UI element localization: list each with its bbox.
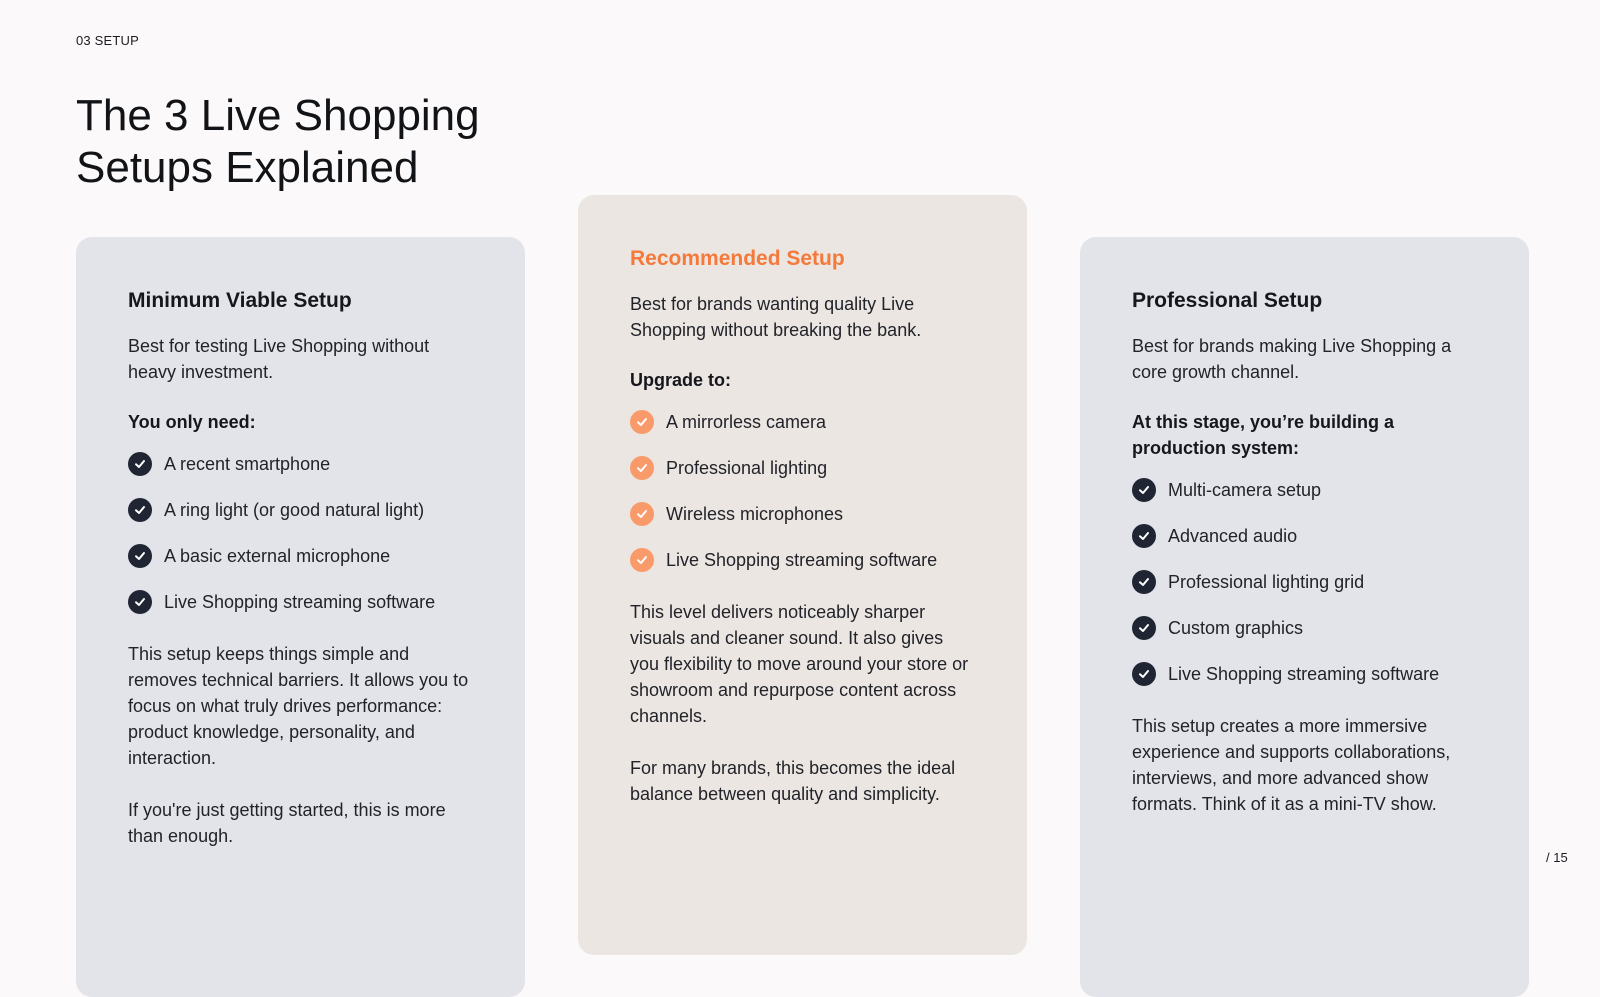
card-description: Best for testing Live Shopping without heavy investment. xyxy=(128,336,430,382)
card-description: Best for brands making Live Shopping a core growth channel. xyxy=(1132,336,1452,382)
page-title: The 3 Live Shopping Setups Explained xyxy=(76,91,480,192)
check-circle-icon xyxy=(630,502,654,526)
check-circle-icon xyxy=(1132,616,1156,640)
list-item-label: A ring light (or good natural light) xyxy=(164,499,425,520)
list-item-label: Live Shopping streaming software xyxy=(1168,663,1440,684)
list-item xyxy=(1132,467,1477,513)
card-lead: Upgrade to: xyxy=(630,370,731,390)
list-item-label: Live Shopping streaming software xyxy=(164,591,436,612)
list-item-label: A recent smartphone xyxy=(164,453,331,474)
check-circle-icon xyxy=(1132,524,1156,548)
list-item-label: Wireless microphones xyxy=(666,503,844,524)
list-item xyxy=(1132,559,1477,605)
check-circle-icon xyxy=(630,456,654,480)
list-item-label: Advanced audio xyxy=(1168,525,1298,546)
check-circle-icon xyxy=(1132,662,1156,686)
list-item-label: A mirrorless camera xyxy=(666,411,827,432)
card-professional-setup xyxy=(1080,237,1529,997)
page-number: / 15 xyxy=(1546,850,1568,865)
list-item xyxy=(630,445,975,491)
list-item xyxy=(630,491,975,537)
list-item-label: Professional lighting grid xyxy=(1168,571,1365,592)
section-label: 03 SETUP xyxy=(76,33,140,48)
check-circle-icon xyxy=(1132,478,1156,502)
card-body: For many brands, this becomes the ideal balance between quality and simplicity. xyxy=(630,758,956,804)
card-body: If you're just getting started, this is more than enough. xyxy=(128,800,446,846)
list-item xyxy=(630,399,975,445)
checklist xyxy=(128,441,473,625)
card-title: Recommended Setup xyxy=(630,247,845,270)
list-item-label: Multi-camera setup xyxy=(1168,479,1322,500)
check-circle-icon xyxy=(630,548,654,572)
list-item-label: Live Shopping streaming software xyxy=(666,549,938,570)
list-item-label: Custom graphics xyxy=(1168,617,1304,638)
check-circle-icon xyxy=(1132,570,1156,594)
card-lead: You only need: xyxy=(128,412,256,432)
list-item xyxy=(1132,605,1477,651)
checklist xyxy=(1132,467,1477,697)
card-lead: At this stage, you’re building a production system: xyxy=(1132,412,1395,458)
list-item xyxy=(128,441,473,487)
card-title: Professional Setup xyxy=(1132,289,1323,312)
checklist xyxy=(630,399,975,583)
check-circle-icon xyxy=(128,544,152,568)
card-body: This setup keeps things simple and removes technical barriers. It allows you to focus on what truly drives performance: product knowledge, personality, and interaction. xyxy=(128,644,469,768)
list-item xyxy=(1132,651,1477,697)
card-description: Best for brands wanting quality Live Shopping without breaking the bank. xyxy=(630,294,922,340)
check-circle-icon xyxy=(128,498,152,522)
card-body: This setup creates a more immersive experience and supports collaborations, interviews, and more advanced show formats. Think of it as a mini-TV show. xyxy=(1132,716,1451,814)
list-item xyxy=(128,533,473,579)
check-circle-icon xyxy=(128,590,152,614)
list-item xyxy=(630,537,975,583)
check-circle-icon xyxy=(630,410,654,434)
card-body: This level delivers noticeably sharper visuals and cleaner sound. It also gives you flexibility to move around your store or showroom and repurpose content across channels. xyxy=(630,602,969,726)
card-minimum-viable-setup xyxy=(76,237,525,997)
list-item xyxy=(1132,513,1477,559)
check-circle-icon xyxy=(128,452,152,476)
card-title: Minimum Viable Setup xyxy=(128,289,352,312)
list-item-label: Professional lighting xyxy=(666,457,828,478)
card-recommended-setup xyxy=(578,195,1027,955)
list-item xyxy=(128,579,473,625)
list-item xyxy=(128,487,473,533)
list-item-label: A basic external microphone xyxy=(164,545,391,566)
